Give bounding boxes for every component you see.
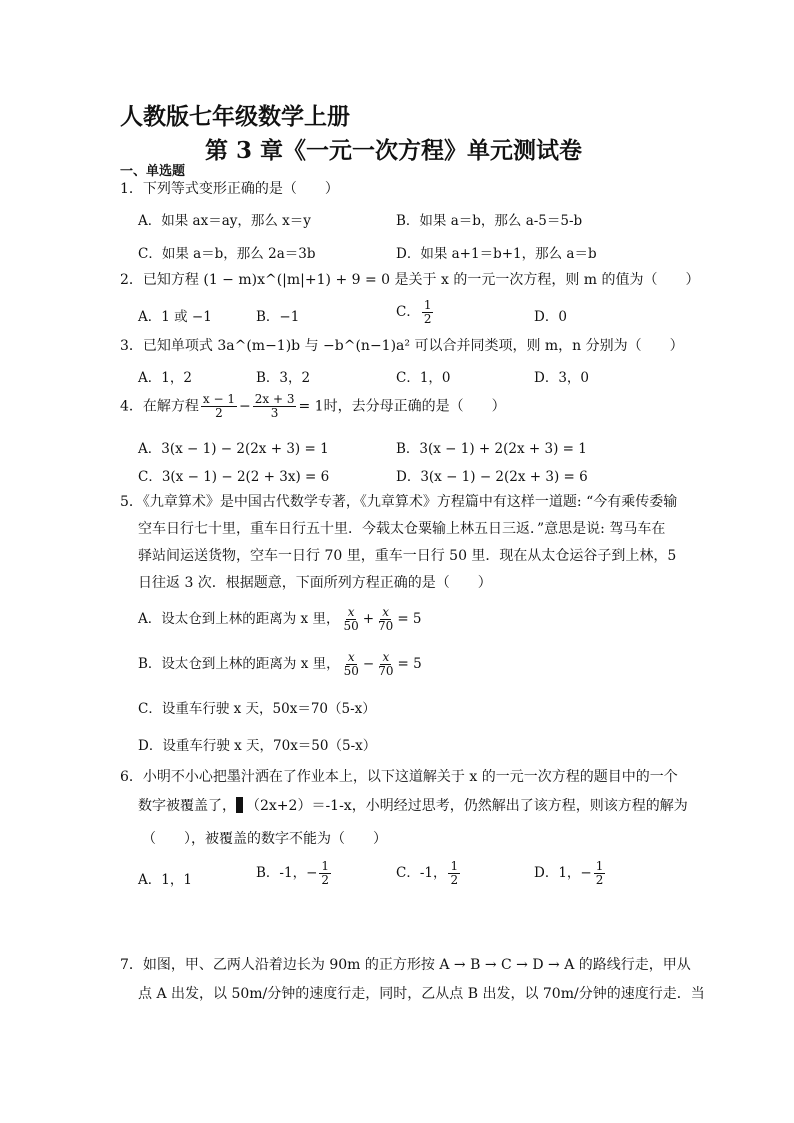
denominator: 2 bbox=[450, 873, 459, 887]
numerator: x bbox=[347, 605, 355, 619]
denominator: 2 bbox=[215, 406, 223, 420]
operator: − bbox=[362, 656, 375, 672]
denominator: 2 bbox=[321, 873, 330, 887]
denominator: 50 bbox=[343, 664, 359, 678]
question-1-stem: 1．下列等式变形正确的是（ ） bbox=[120, 181, 339, 197]
question-2-stem: 2．已知方程 (1 − m)x^(|m|+1) + 9 = 0 是关于 x 的一元一次方程，则 m 的值为（ ） bbox=[120, 272, 700, 288]
numerator: x bbox=[347, 650, 355, 664]
option-text: C．-1， bbox=[396, 865, 447, 881]
question-3-option-b: B．3，2 bbox=[256, 370, 311, 386]
fraction bbox=[422, 299, 434, 326]
option-text: A．设太仓到上林的距离为 x 里， bbox=[138, 611, 340, 627]
fraction bbox=[376, 606, 395, 633]
question-6-option-a: A．1，1 bbox=[138, 872, 192, 888]
operator: + bbox=[362, 611, 375, 627]
fraction bbox=[253, 393, 297, 420]
question-5-option-a bbox=[138, 606, 422, 633]
question-3-option-a: A．1，2 bbox=[138, 370, 192, 386]
question-6-line-3: （ ），被覆盖的数字不能为（ ） bbox=[142, 831, 387, 847]
fraction bbox=[319, 860, 331, 887]
question-4-option-a: A．3(x − 1) − 2(2x + 3) = 1 bbox=[138, 441, 329, 457]
question-4-option-d: D．3(x − 1) − 2(2x + 3) = 6 bbox=[396, 469, 588, 485]
question-6-option-d bbox=[534, 860, 607, 887]
question-2-option-d: D．0 bbox=[534, 309, 567, 325]
question-5-line-3: 驿站间运送货物，空车一日行 70 里，重车一日行 50 里．现在从太仓运谷子到上林，5 bbox=[138, 548, 677, 564]
equation-rhs: = 5 bbox=[397, 656, 422, 672]
numerator: 1 bbox=[423, 298, 432, 312]
question-4-option-b: B．3(x − 1) + 2(2x + 3) = 1 bbox=[396, 441, 587, 457]
question-4-stem bbox=[120, 393, 506, 420]
option-text: D．1，− bbox=[534, 865, 592, 881]
numerator: x bbox=[382, 605, 390, 619]
denominator: 3 bbox=[270, 406, 279, 420]
question-3-option-d: D．3，0 bbox=[534, 370, 590, 386]
question-6-option-c bbox=[396, 860, 462, 887]
stem-text: （2x+2）＝-1-x，小明经过思考，仍然解出了该方程，则该方程的解为 bbox=[246, 798, 688, 814]
fraction bbox=[201, 393, 237, 420]
question-6-line-1: 6．小明不小心把墨汁洒在了作业本上，以下这道解关于 x 的一元一次方程的题目中的一个 bbox=[120, 769, 678, 785]
denominator: 2 bbox=[595, 873, 604, 887]
numerator: 2x + 3 bbox=[254, 392, 295, 406]
option-text: B．-1，− bbox=[256, 865, 318, 881]
numerator: 1 bbox=[321, 859, 330, 873]
question-2-option-a: A．1 或 −1 bbox=[138, 309, 212, 325]
fraction bbox=[342, 651, 361, 678]
question-2-option-b: B．−1 bbox=[256, 309, 300, 325]
denominator: 2 bbox=[423, 312, 432, 326]
question-3-option-c: C．1，0 bbox=[396, 370, 451, 386]
question-1-option-a: A．如果 ax＝ay，那么 x＝y bbox=[138, 213, 311, 229]
question-3-stem: 3．已知单项式 3a^(m−1)b 与 −b^(n−1)a² 可以合并同类项，则 m，n 分别为（ ） bbox=[120, 338, 684, 354]
question-1-option-c: C．如果 a＝b，那么 2a＝3b bbox=[138, 246, 316, 262]
numerator: x − 1 bbox=[202, 392, 236, 406]
question-7-line-1: 7．如图，甲、乙两人沿着边长为 90m 的正方形按 A → B → C → D → A 的路线行走，甲从 bbox=[120, 957, 691, 973]
fraction bbox=[594, 860, 606, 887]
question-7-line-2: 点 A 出发，以 50m/分钟的速度行走，同时，乙从点 B 出发，以 70m/分钟的速度行走．当 bbox=[138, 986, 705, 1002]
option-text: B．设太仓到上林的距离为 x 里， bbox=[138, 656, 340, 672]
denominator: 70 bbox=[378, 619, 394, 633]
equation-rhs: = 5 bbox=[397, 611, 422, 627]
question-1-option-d: D．如果 a+1＝b+1，那么 a＝b bbox=[396, 246, 597, 262]
document-title: 人教版七年级数学上册 bbox=[120, 103, 350, 130]
numerator: 1 bbox=[450, 859, 459, 873]
question-1-option-b: B．如果 a＝b，那么 a-5＝5-b bbox=[396, 213, 583, 229]
section-heading: 一、单选题 bbox=[120, 164, 186, 179]
question-2-option-c bbox=[396, 299, 435, 326]
operator: − bbox=[239, 398, 251, 415]
stem-text: = 1时，去分母正确的是（ ） bbox=[298, 398, 506, 415]
option-label: C． bbox=[396, 304, 420, 320]
question-5-line-2: 空车日行七十里，重车日行五十里．今载太仓粟输上林五日三返．”意思是说: 驾马车在 bbox=[138, 521, 666, 537]
question-5-line-1: 5．《九章算术》是中国古代数学专著，《九章算术》方程篇中有这样一道题: “今有乘传委输 bbox=[120, 494, 678, 510]
numerator: 1 bbox=[595, 859, 604, 873]
fraction bbox=[448, 860, 460, 887]
document-subtitle: 第 3 章《一元一次方程》单元测试卷 bbox=[205, 137, 583, 164]
question-5-option-d: D．设重车行驶 x 天，70x＝50（5-x） bbox=[138, 738, 377, 754]
question-6-option-b bbox=[256, 860, 333, 887]
numerator: x bbox=[382, 650, 390, 664]
fraction bbox=[376, 651, 395, 678]
question-5-option-c: C．设重车行驶 x 天，50x＝70（5-x） bbox=[138, 701, 376, 717]
stem-text: 4．在解方程 bbox=[120, 398, 199, 415]
question-5-option-b bbox=[138, 651, 422, 678]
question-5-line-4: 日往返 3 次．根据题意，下面所列方程正确的是（ ） bbox=[138, 575, 492, 591]
ink-blot bbox=[236, 797, 243, 813]
question-4-option-c: C．3(x − 1) − 2(2 + 3x) = 6 bbox=[138, 469, 330, 485]
stem-text: 数字被覆盖了， bbox=[138, 798, 236, 814]
fraction bbox=[341, 606, 360, 633]
denominator: 50 bbox=[343, 619, 359, 633]
denominator: 70 bbox=[378, 664, 394, 678]
question-6-line-2 bbox=[138, 797, 688, 815]
